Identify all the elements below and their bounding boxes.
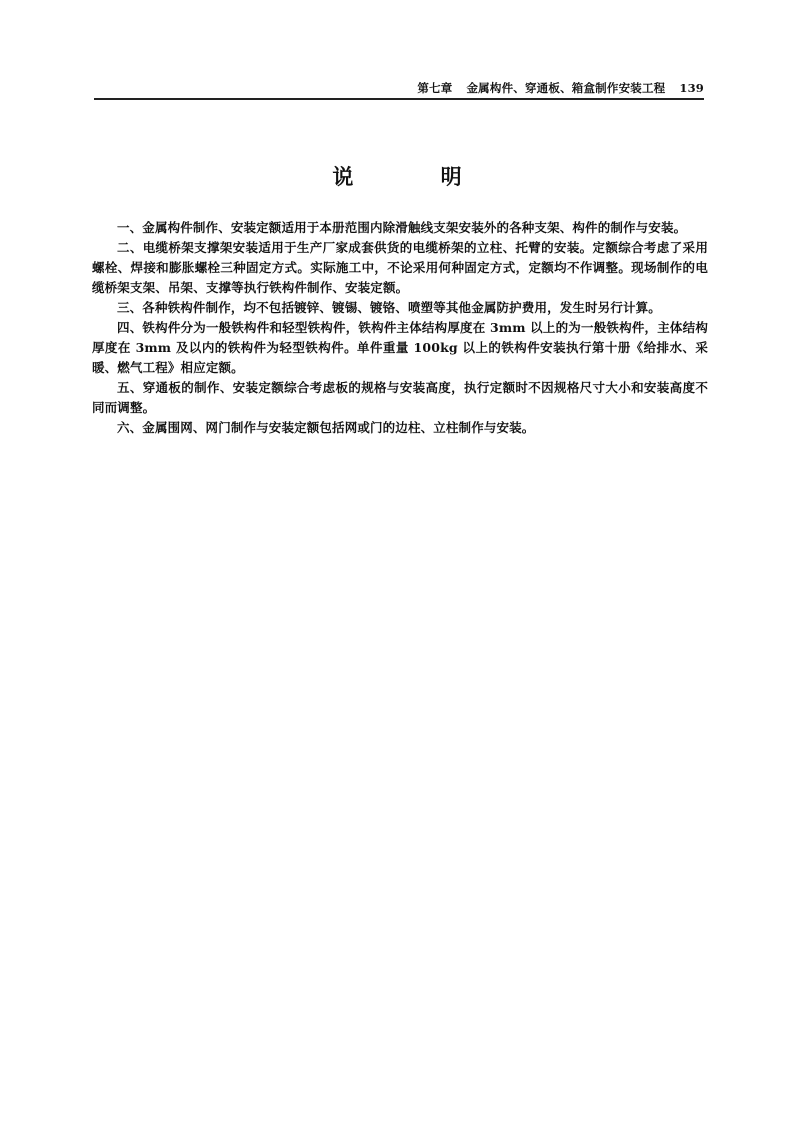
paragraph-5: 五、穿通板的制作、安装定额综合考虑板的规格与安装高度，执行定额时不因规格尺寸大小和安装高度不同而调整。 bbox=[92, 380, 708, 415]
paragraph-6: 六、金属围网、网门制作与安装定额包括网或门的边柱、立柱制作与安装。 bbox=[117, 420, 535, 435]
page-number: 139 bbox=[679, 81, 704, 95]
running-header bbox=[417, 80, 704, 96]
paragraph-1: 一、金属构件制作、安装定额适用于本册范围内除滑触线支架安装外的各种支架、构件的制作与安装。 bbox=[117, 220, 687, 235]
section-title: 说 明 bbox=[332, 165, 502, 189]
chapter-number: 第七章 bbox=[417, 81, 453, 95]
page-header bbox=[94, 78, 704, 100]
paragraph-3: 三、各种铁构件制作，均不包括镀锌、镀锡、镀铬、喷塑等其他金属防护费用，发生时另行计算。 bbox=[117, 300, 661, 315]
paragraph-4: 四、铁构件分为一般铁构件和轻型铁构件，铁构件主体结构厚度在 3mm 以上的为一般铁构件，主体结构厚度在 3mm 及以内的铁构件为轻型铁构件。单件重量 100kg 以上的铁构件安装执行第十册《给排水、采暖、燃气工程》相应定额。 bbox=[92, 320, 708, 375]
paragraph-2: 二、电缆桥架支撑架安装适用于生产厂家成套供货的电缆桥架的立柱、托臂的安装。定额综合考虑了采用螺栓、焊接和膨胀螺栓三种固定方式。实际施工中，不论采用何种固定方式，定额均不作调整。现场制作的电缆桥架支架、吊架、支撑等执行铁构件制作、安装定额。 bbox=[92, 240, 708, 295]
chapter-title: 金属构件、穿通板、箱盒制作安装工程 bbox=[466, 81, 666, 95]
body-text bbox=[92, 218, 708, 438]
